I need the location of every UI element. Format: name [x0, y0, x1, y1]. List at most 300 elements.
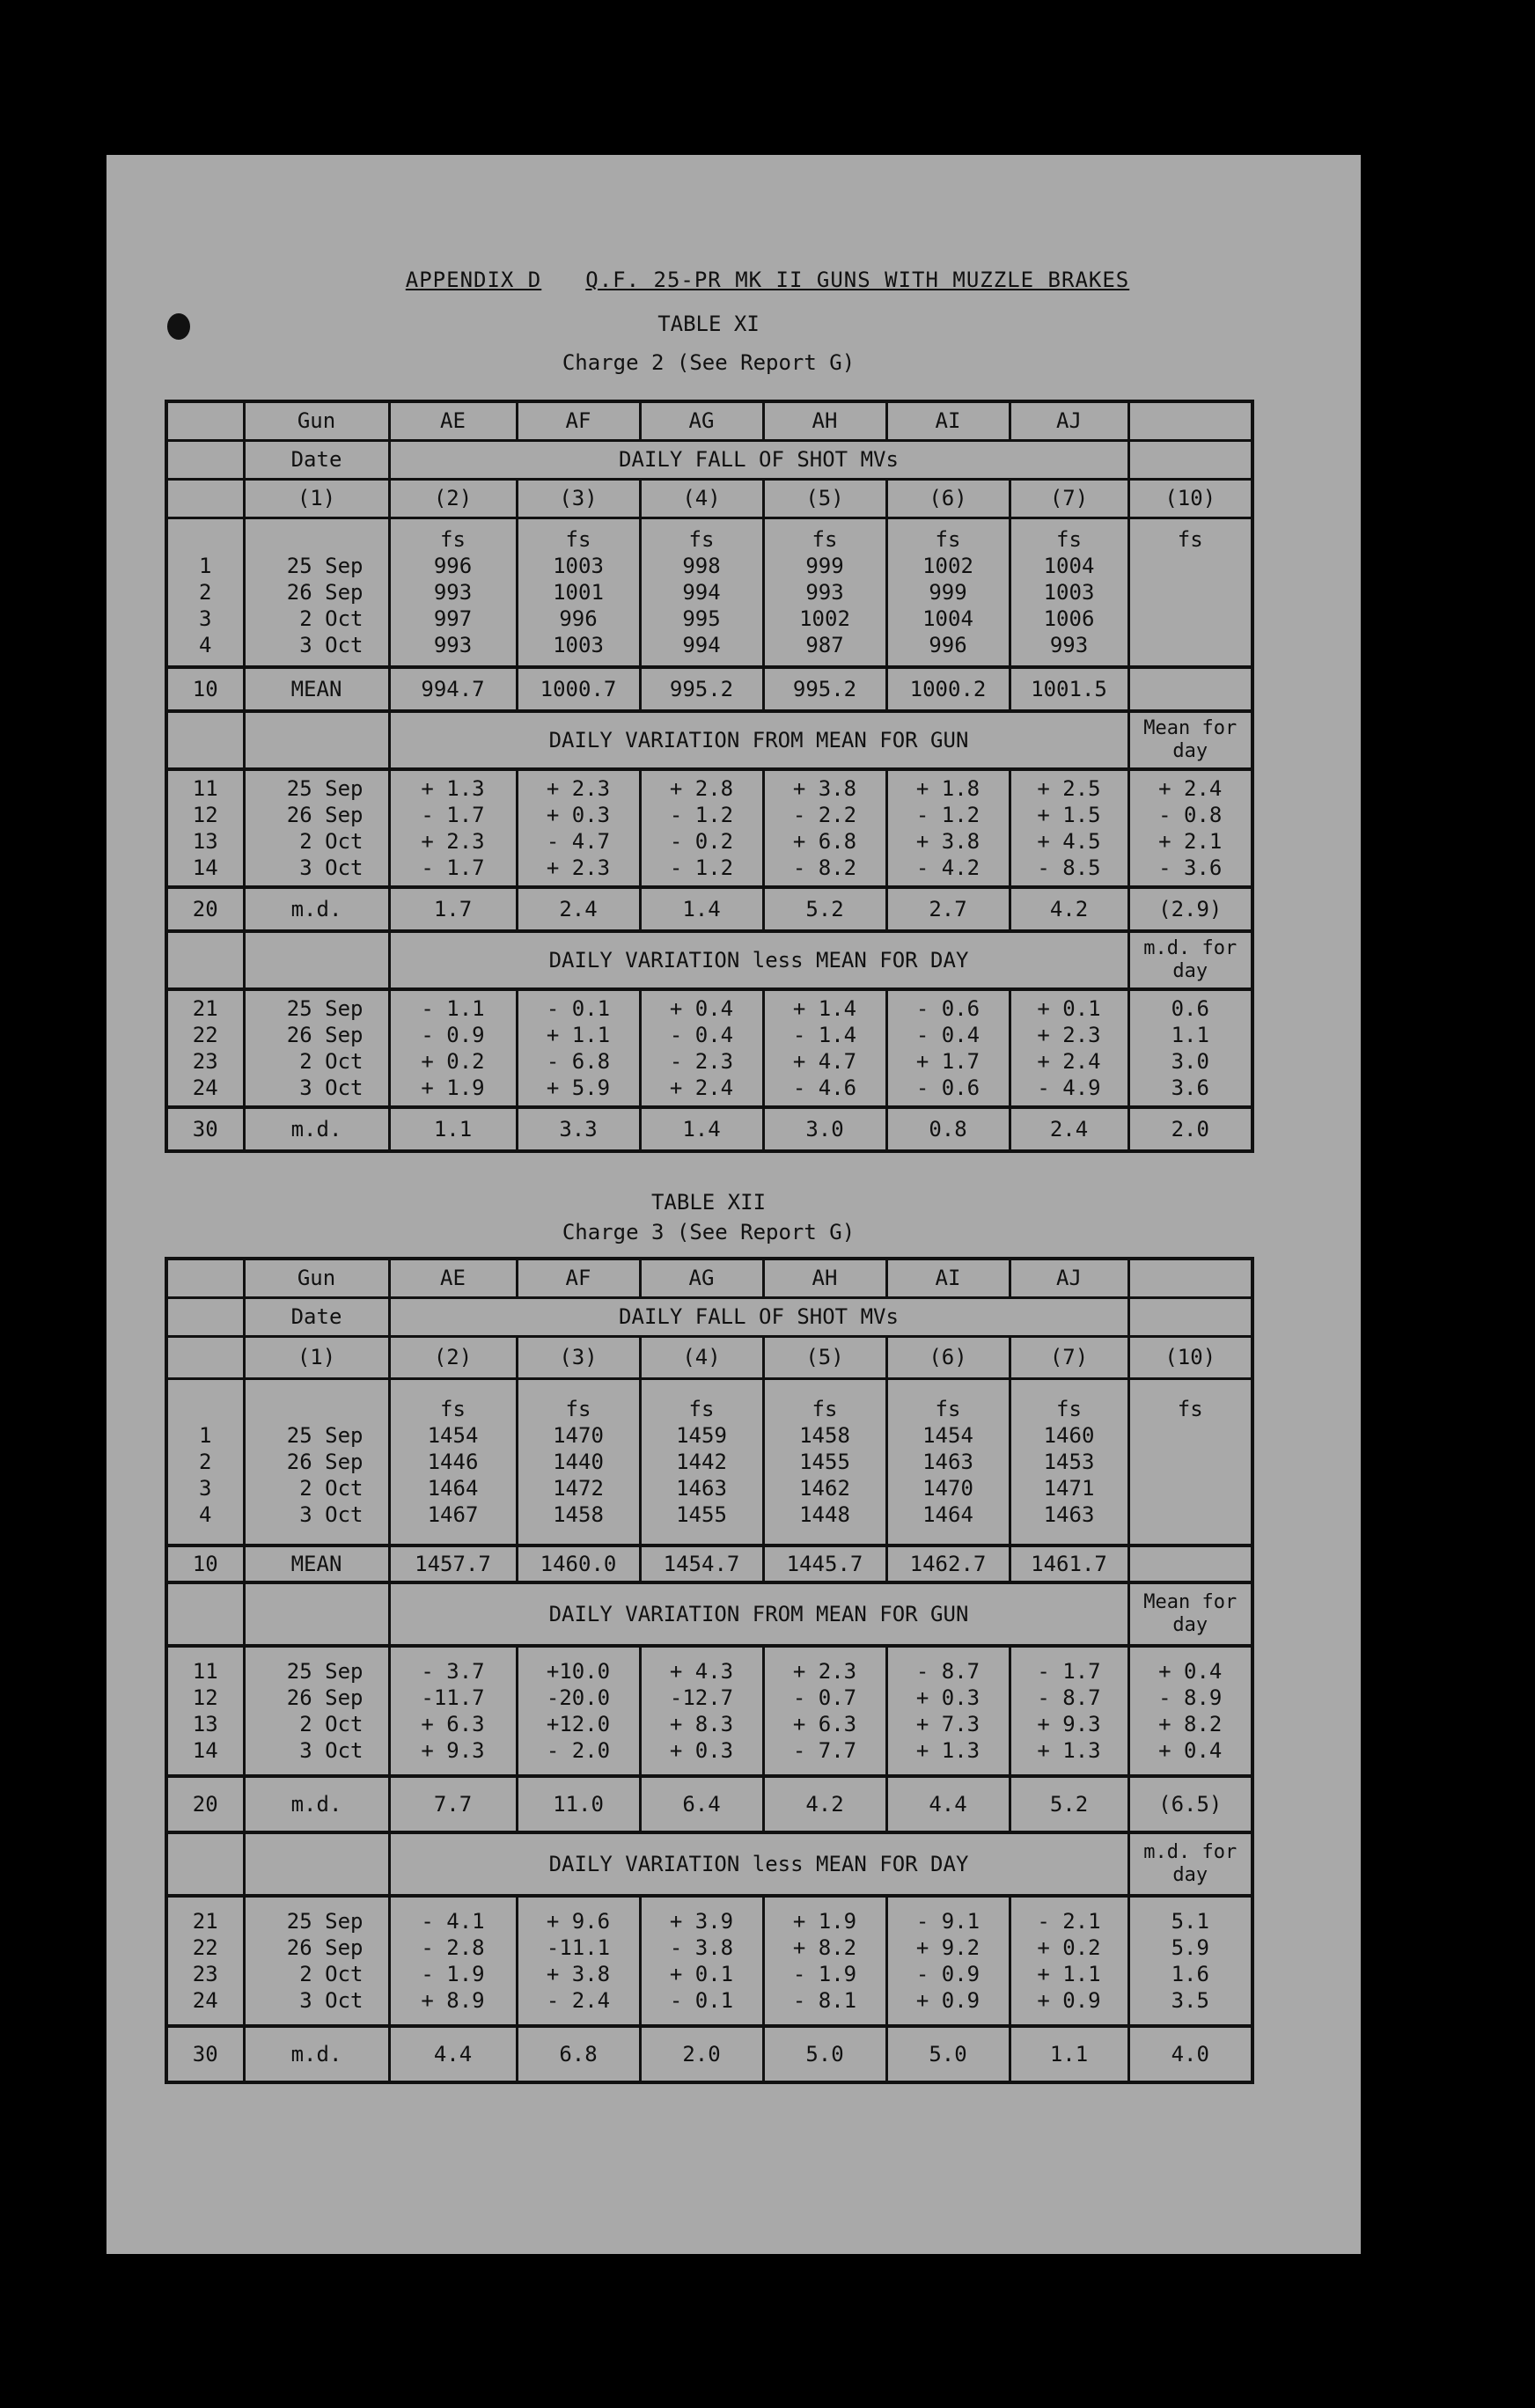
- row-value: - 2.1: [1037, 1909, 1101, 1934]
- unit-label: fs: [688, 526, 715, 552]
- section-heading: DAILY FALL OF SHOT MVs: [389, 1297, 1128, 1336]
- table-row: [166, 1776, 1252, 1832]
- spacer: [1135, 1422, 1246, 1449]
- value-column: [389, 1378, 517, 1545]
- empty-cell: [244, 1582, 389, 1646]
- column-number-cell: [1010, 479, 1128, 518]
- row-date: 2 Oct: [299, 1962, 364, 1986]
- value-column: [886, 1378, 1010, 1545]
- row-value: - 9.1: [915, 1909, 980, 1934]
- row-value: 1463: [676, 1475, 727, 1501]
- spacer: [1135, 1475, 1246, 1501]
- row-value: 1004: [922, 606, 973, 631]
- row-number: 13: [192, 829, 218, 854]
- row-value: 1458: [799, 1422, 850, 1448]
- row-number: 1: [199, 553, 212, 578]
- value-column: [517, 989, 640, 1107]
- row-value: + 0.2: [421, 1049, 485, 1074]
- table12-name: TABLE XII: [650, 1190, 767, 1215]
- date-column: [244, 769, 389, 887]
- table-row: [166, 1336, 1252, 1378]
- row-value: 1460: [1043, 1422, 1095, 1448]
- row-value: + 2.5: [1037, 776, 1101, 801]
- row-value: 1455: [799, 1449, 850, 1474]
- section-day-heading: m.d. for day: [1128, 1832, 1252, 1896]
- column-number: (6): [929, 1345, 967, 1369]
- gun-code: AH: [763, 1259, 886, 1297]
- empty-cell: [166, 479, 244, 518]
- row-value: - 8.2: [792, 855, 857, 880]
- row-number-column: [166, 518, 244, 667]
- document-title: Q.F. 25-PR MK II GUNS WITH MUZZLE BRAKES: [585, 268, 1130, 292]
- spacer: [173, 526, 238, 553]
- gun-code: AF: [517, 401, 640, 440]
- row-value: + 5.9: [546, 1076, 611, 1100]
- row-day-value: 1.6: [1171, 1962, 1209, 1986]
- value-column: [886, 769, 1010, 887]
- summary-value: 5.2: [763, 887, 886, 931]
- column-number: (5): [805, 486, 844, 510]
- row-date: 25 Sep: [286, 1659, 364, 1684]
- value-column: [763, 1896, 886, 2026]
- gun-code: AE: [389, 401, 517, 440]
- summary-day-value: 2.0: [1128, 1107, 1252, 1151]
- row-value: + 0.9: [1037, 1988, 1101, 2013]
- summary-value: 4.4: [886, 1776, 1010, 1832]
- table-xi: [165, 400, 1254, 1153]
- row-number-column: [166, 1896, 244, 2026]
- summary-value: 3.0: [763, 1107, 886, 1151]
- column-number: (6): [929, 486, 967, 510]
- row-value: 1448: [799, 1501, 850, 1527]
- row-value: 994: [682, 632, 721, 657]
- column-number: (3): [559, 486, 598, 510]
- summary-value: 2.4: [517, 887, 640, 931]
- page-heading: [0, 268, 1535, 292]
- row-value: - 4.9: [1037, 1076, 1101, 1100]
- row-date: 3 Oct: [299, 1501, 364, 1527]
- column-number-cell: [763, 1336, 886, 1378]
- row-date: 25 Sep: [286, 553, 364, 578]
- column-number-cell: [1010, 1336, 1128, 1378]
- row-value: - 0.2: [669, 829, 734, 854]
- unit-label: fs: [440, 1396, 466, 1421]
- row-value: 1459: [676, 1422, 727, 1448]
- summary-value: 995.2: [640, 667, 763, 711]
- row-value: - 8.7: [1037, 1685, 1101, 1710]
- value-column: [763, 989, 886, 1107]
- table-xii: [165, 1257, 1254, 2084]
- table-row: [166, 440, 1252, 479]
- empty-cell: [166, 711, 244, 769]
- row-value: + 1.3: [421, 776, 485, 801]
- row-value: - 4.1: [421, 1909, 485, 1934]
- table12-caption: Charge 3 (See Report G): [562, 1220, 856, 1244]
- gun-code: AJ: [1010, 401, 1128, 440]
- row-value: 993: [805, 579, 844, 605]
- row-number: 1: [199, 1422, 212, 1448]
- row-date: 3 Oct: [299, 1988, 364, 2013]
- value-column: [640, 1896, 763, 2026]
- row-value: 1470: [553, 1422, 604, 1448]
- row-value: + 1.1: [1037, 1962, 1101, 1986]
- section-heading: DAILY VARIATION FROM MEAN FOR GUN: [389, 711, 1128, 769]
- row-value: 994: [682, 579, 721, 605]
- column-number: (7): [1049, 1345, 1089, 1369]
- summary-value: 3.3: [517, 1107, 640, 1151]
- row-value: 996: [559, 606, 598, 631]
- row-value: - 4.7: [546, 829, 611, 854]
- summary-value: 6.8: [517, 2026, 640, 2082]
- empty-cell: [166, 1297, 244, 1336]
- summary-value: 4.2: [763, 1776, 886, 1832]
- right-column: [1128, 769, 1252, 887]
- column-number: (1): [244, 1336, 389, 1378]
- table-row: [166, 1896, 1252, 2026]
- empty-cell: [244, 931, 389, 989]
- value-column: [640, 1378, 763, 1545]
- row-number: 21: [192, 996, 218, 1021]
- row-number: 2: [199, 579, 212, 605]
- table-row: [166, 1378, 1252, 1545]
- row-value: - 2.2: [792, 803, 857, 827]
- summary-value: 2.4: [1010, 1107, 1128, 1151]
- row-value: 1464: [922, 1501, 973, 1527]
- row-value: 995: [682, 606, 721, 631]
- row-value: + 1.7: [915, 1049, 980, 1074]
- row-value: 1003: [1043, 579, 1095, 605]
- row-label: m.d.: [244, 887, 389, 931]
- row-number: 2: [199, 1449, 212, 1474]
- row-value: 1454: [427, 1422, 479, 1448]
- table-row: [166, 931, 1252, 989]
- right-column: [1128, 1646, 1252, 1776]
- row-value: + 3.8: [792, 776, 857, 801]
- row-day-value: + 8.2: [1158, 1712, 1223, 1736]
- column-number: (2): [433, 1345, 473, 1369]
- empty-cell: [166, 440, 244, 479]
- summary-value: 1.4: [640, 1107, 763, 1151]
- right-column: [1128, 518, 1252, 667]
- summary-value: 995.2: [763, 667, 886, 711]
- row-value: 996: [929, 632, 967, 657]
- row-day-value: - 0.8: [1158, 803, 1223, 827]
- row-number: 3: [199, 606, 212, 631]
- empty-cell: [244, 711, 389, 769]
- value-column: [389, 769, 517, 887]
- table11-name: TABLE XI: [657, 312, 760, 336]
- date-column: [244, 989, 389, 1107]
- table-row: [166, 769, 1252, 887]
- value-column: [886, 1896, 1010, 2026]
- row-day-value: 5.1: [1171, 1909, 1209, 1934]
- summary-value: 1461.7: [1010, 1545, 1128, 1582]
- row-date: 26 Sep: [286, 1449, 364, 1474]
- row-value: 1003: [553, 553, 604, 578]
- row-value: - 2.0: [546, 1738, 611, 1763]
- row-value: + 1.9: [792, 1909, 857, 1934]
- row-value: - 0.6: [915, 1076, 980, 1100]
- row-value: - 2.3: [669, 1049, 734, 1074]
- empty-cell: [1128, 440, 1252, 479]
- empty-cell: [166, 1832, 244, 1896]
- summary-day-value: 4.0: [1128, 2026, 1252, 2082]
- value-column: [763, 769, 886, 887]
- empty-cell: [166, 931, 244, 989]
- summary-value: 1457.7: [389, 1545, 517, 1582]
- row-value: - 8.7: [915, 1659, 980, 1684]
- summary-value: 1445.7: [763, 1545, 886, 1582]
- gun-code: AE: [389, 1259, 517, 1297]
- row-value: 1467: [427, 1501, 479, 1527]
- row-value: 998: [682, 553, 721, 578]
- row-value: 1442: [676, 1449, 727, 1474]
- row-value: - 1.7: [1037, 1659, 1101, 1684]
- row-value: + 9.2: [915, 1935, 980, 1960]
- row-number-column: [166, 1378, 244, 1545]
- date-column: [244, 518, 389, 667]
- empty-cell: [166, 1582, 244, 1646]
- section-heading: DAILY VARIATION less MEAN FOR DAY: [389, 1832, 1128, 1896]
- value-column: [1010, 1896, 1128, 2026]
- row-value: 1440: [553, 1449, 604, 1474]
- column-number-cell: [389, 1336, 517, 1378]
- row-label: MEAN: [244, 1545, 389, 1582]
- summary-value: 5.2: [1010, 1776, 1128, 1832]
- row-value: + 1.3: [915, 1738, 980, 1763]
- row-value: - 4.6: [792, 1076, 857, 1100]
- right-column: [1128, 989, 1252, 1107]
- row-value: 997: [433, 606, 473, 631]
- summary-value: 7.7: [389, 1776, 517, 1832]
- row-day-value: 3.0: [1171, 1049, 1209, 1074]
- unit-label: fs: [935, 526, 961, 552]
- row-number: 4: [199, 632, 212, 657]
- row-value: 1462: [799, 1475, 850, 1501]
- value-column: [763, 518, 886, 667]
- row-number: 13: [192, 1712, 218, 1736]
- row-value: + 1.4: [792, 996, 857, 1021]
- row-value: + 2.3: [1037, 1023, 1101, 1047]
- row-value: + 6.3: [792, 1712, 857, 1736]
- row-value: 996: [433, 553, 473, 578]
- row-date: 26 Sep: [286, 1023, 364, 1047]
- table-row: [166, 711, 1252, 769]
- value-column: [763, 1646, 886, 1776]
- column-number: (10): [1164, 1345, 1216, 1369]
- unit-label: fs: [440, 526, 466, 552]
- right-column: [1128, 1378, 1252, 1545]
- gun-label: Gun: [244, 1259, 389, 1297]
- summary-value: 0.8: [886, 1107, 1010, 1151]
- row-number: 30: [166, 1107, 244, 1151]
- date-column: [244, 1646, 389, 1776]
- row-date: 25 Sep: [286, 996, 364, 1021]
- row-value: + 0.4: [669, 996, 734, 1021]
- row-value: + 2.4: [1037, 1049, 1101, 1074]
- column-number: (10): [1164, 486, 1216, 510]
- row-label: m.d.: [244, 1107, 389, 1151]
- row-date: 2 Oct: [299, 606, 364, 631]
- row-label: MEAN: [244, 667, 389, 711]
- row-number: 4: [199, 1501, 212, 1527]
- table11-caption: Charge 2 (See Report G): [562, 350, 856, 375]
- row-value: 1458: [553, 1501, 604, 1527]
- row-value: + 1.3: [1037, 1738, 1101, 1763]
- column-number: (7): [1049, 486, 1089, 510]
- row-value: + 0.1: [1037, 996, 1101, 1021]
- section-day-heading: Mean for day: [1128, 711, 1252, 769]
- column-number-cell: [517, 1336, 640, 1378]
- row-value: 999: [929, 579, 967, 605]
- row-value: 1004: [1043, 553, 1095, 578]
- row-value: - 3.8: [669, 1935, 734, 1960]
- date-label: Date: [244, 440, 389, 479]
- unit-label: fs: [1177, 526, 1203, 552]
- row-value: + 7.3: [915, 1712, 980, 1736]
- row-value: + 2.3: [546, 776, 611, 801]
- date-column: [244, 1896, 389, 2026]
- column-number-cell: [640, 1336, 763, 1378]
- row-value: -12.7: [669, 1685, 734, 1710]
- summary-value: 4.4: [389, 2026, 517, 2082]
- summary-day-value: (2.9): [1128, 887, 1252, 931]
- value-column: [517, 1646, 640, 1776]
- row-value: - 0.1: [669, 1988, 734, 2013]
- unit-label: fs: [935, 1396, 961, 1421]
- value-column: [640, 989, 763, 1107]
- row-date: 3 Oct: [299, 855, 364, 880]
- empty-cell: [1128, 1297, 1252, 1336]
- value-column: [1010, 1646, 1128, 1776]
- table-row: [166, 1832, 1252, 1896]
- gun-code: AG: [640, 1259, 763, 1297]
- row-value: 1006: [1043, 606, 1095, 631]
- row-date: 26 Sep: [286, 579, 364, 605]
- row-number: 23: [192, 1962, 218, 1986]
- row-label: m.d.: [244, 2026, 389, 2082]
- row-day-value: 5.9: [1171, 1935, 1209, 1960]
- row-value: - 0.7: [792, 1685, 857, 1710]
- row-day-value: - 8.9: [1158, 1685, 1223, 1710]
- empty-cell: [1128, 401, 1252, 440]
- summary-value: 5.0: [886, 2026, 1010, 2082]
- row-value: + 3.8: [915, 829, 980, 854]
- row-day-value: 3.5: [1171, 1988, 1209, 2013]
- row-date: 3 Oct: [299, 632, 364, 657]
- spacer: [1135, 579, 1246, 606]
- table-row: [166, 1297, 1252, 1336]
- row-value: - 1.1: [421, 996, 485, 1021]
- row-value: - 1.7: [421, 855, 485, 880]
- summary-value: 1.1: [1010, 2026, 1128, 2082]
- row-value: - 6.8: [546, 1049, 611, 1074]
- row-value: + 1.9: [421, 1076, 485, 1100]
- summary-value: 1.7: [389, 887, 517, 931]
- row-date: 2 Oct: [299, 1049, 364, 1074]
- row-value: + 1.1: [546, 1023, 611, 1047]
- unit-label: fs: [1177, 1396, 1203, 1421]
- row-number: 22: [192, 1023, 218, 1047]
- row-value: - 1.9: [421, 1962, 485, 1986]
- row-value: -20.0: [546, 1685, 611, 1710]
- value-column: [886, 989, 1010, 1107]
- section-day-heading: m.d. for day: [1128, 931, 1252, 989]
- value-column: [1010, 989, 1128, 1107]
- row-value: + 0.1: [669, 1962, 734, 1986]
- row-value: + 2.3: [792, 1659, 857, 1684]
- spacer: [251, 1396, 364, 1422]
- gun-code: AI: [886, 1259, 1010, 1297]
- row-value: 999: [805, 553, 844, 578]
- row-value: + 2.8: [669, 776, 734, 801]
- row-value: + 4.5: [1037, 829, 1101, 854]
- gun-label: Gun: [244, 401, 389, 440]
- row-day-value: 3.6: [1171, 1076, 1209, 1100]
- row-value: 1446: [427, 1449, 479, 1474]
- value-column: [1010, 518, 1128, 667]
- spacer: [1135, 632, 1246, 658]
- row-day-value: - 3.6: [1158, 855, 1223, 880]
- row-value: + 6.8: [792, 829, 857, 854]
- table-row: [166, 1646, 1252, 1776]
- unit-label: fs: [1056, 526, 1082, 552]
- gun-code: AF: [517, 1259, 640, 1297]
- value-column: [389, 518, 517, 667]
- row-value: + 4.7: [792, 1049, 857, 1074]
- spacer: [1135, 1501, 1246, 1528]
- summary-value: 1000.7: [517, 667, 640, 711]
- value-column: [640, 1646, 763, 1776]
- row-value: + 8.2: [792, 1935, 857, 1960]
- summary-value: 2.0: [640, 2026, 763, 2082]
- row-label: m.d.: [244, 1776, 389, 1832]
- column-number-cell: [1128, 1336, 1252, 1378]
- empty-cell: [166, 1336, 244, 1378]
- row-value: + 0.3: [669, 1738, 734, 1763]
- row-value: - 1.2: [669, 855, 734, 880]
- row-date: 25 Sep: [286, 1909, 364, 1934]
- row-number: 23: [192, 1049, 218, 1074]
- unit-label: fs: [812, 1396, 838, 1421]
- gun-code: AG: [640, 401, 763, 440]
- row-value: 1455: [676, 1501, 727, 1527]
- table-row: [166, 1545, 1252, 1582]
- table-row: [166, 401, 1252, 440]
- value-column: [517, 769, 640, 887]
- row-value: +12.0: [546, 1712, 611, 1736]
- date-label: Date: [244, 1297, 389, 1336]
- row-value: - 8.5: [1037, 855, 1101, 880]
- row-date: 26 Sep: [286, 1685, 364, 1710]
- summary-value: 4.2: [1010, 887, 1128, 931]
- row-number: 20: [166, 887, 244, 931]
- summary-value: 6.4: [640, 1776, 763, 1832]
- summary-value: 1001.5: [1010, 667, 1128, 711]
- unit-label: fs: [565, 526, 591, 552]
- row-number-column: [166, 989, 244, 1107]
- row-value: -11.1: [546, 1935, 611, 1960]
- column-number-cell: [886, 1336, 1010, 1378]
- row-value: + 8.9: [421, 1988, 485, 2013]
- row-value: 1003: [553, 632, 604, 657]
- column-number: (4): [682, 486, 721, 510]
- value-column: [389, 1896, 517, 2026]
- row-value: 1453: [1043, 1449, 1095, 1474]
- row-number-column: [166, 769, 244, 887]
- row-value: - 0.6: [915, 996, 980, 1021]
- row-day-value: 1.1: [1171, 1023, 1209, 1047]
